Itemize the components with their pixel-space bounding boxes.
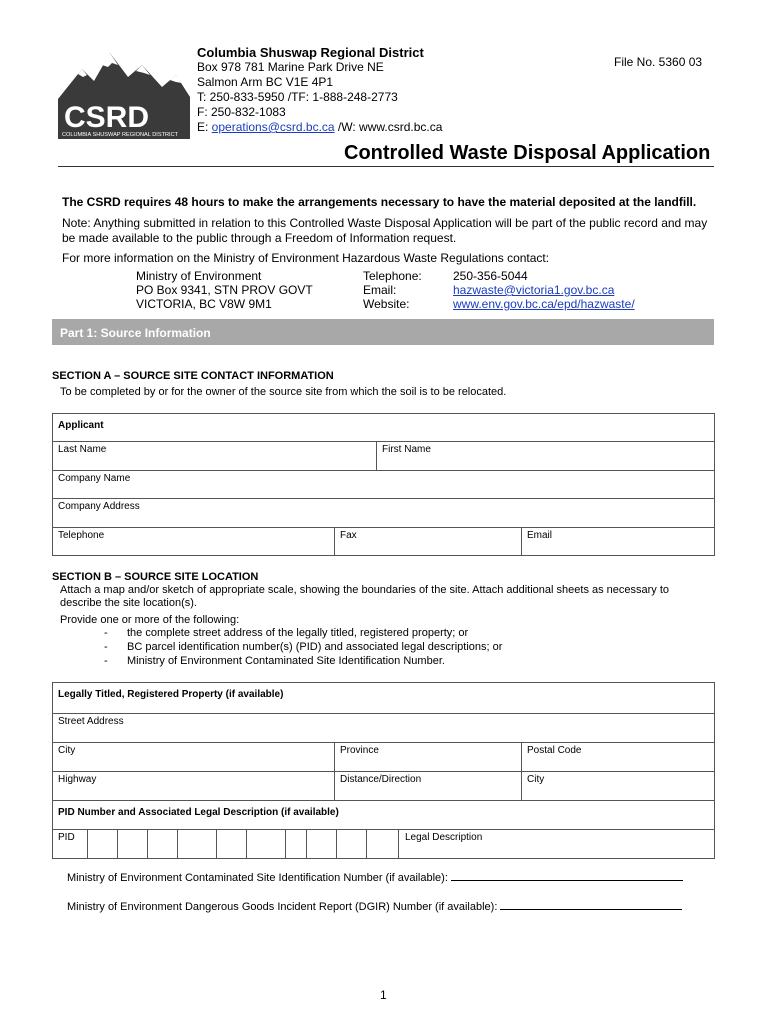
header-info [197,45,442,135]
company-name-label: Company Name [58,473,131,484]
section-b-desc: Attach a map and/or sketch of appropriate scale, showing the boundaries of the site. Attach additional sheets as necessary to describe the site location(s). [60,584,670,609]
postal-code-label: Postal Code [527,745,582,756]
company-name-field[interactable] [53,471,715,499]
ministry-contact-labels [363,269,422,311]
bullet-item: BC parcel identification number(s) (PID) and associated legal descriptions; or [127,641,503,653]
ministry-box: PO Box 9341, STN PROV GOVT [136,283,313,297]
pid-digit-divider [177,830,178,858]
pid-digit-divider [285,830,286,858]
ministry-city: VICTORIA, BC V8W 9M1 [136,297,272,311]
document-title: Controlled Waste Disposal Application [344,142,711,164]
city2-label: City [527,774,545,785]
street-address-field[interactable] [53,714,715,743]
pid-field[interactable] [53,830,399,859]
pid-digit-divider [336,830,337,858]
address-line-2: Salmon Arm BC V1E 4P1 [197,75,334,89]
web-suffix: /W: www.csrd.bc.ca [334,120,443,134]
postal-code-field[interactable] [522,743,715,772]
distance-direction-field[interactable] [335,772,522,801]
section-a-title: SECTION A – SOURCE SITE CONTACT INFORMATION [52,370,334,382]
city-field[interactable] [53,743,335,772]
first-name-label: First Name [382,444,431,455]
dgir-line [67,899,682,913]
first-name-field[interactable] [377,442,715,471]
applicant-heading: Applicant [53,414,715,442]
contaminated-site-line [67,870,683,884]
email-field-label: Email [527,530,553,541]
email-prefix: E: [197,120,212,134]
part1-label: Part 1: Source Information [60,326,211,340]
pid-digit-divider [147,830,148,858]
csrd-logo [58,47,190,139]
province-label: Province [340,745,379,756]
section-a-desc: To be completed by or for the owner of the source site from which the soil is to be relocated. [60,386,507,398]
legal-description-field[interactable] [399,830,715,859]
bullet-item: Ministry of Environment Contaminated Site Identification Number. [127,655,445,667]
bullet-mark: - [104,641,108,653]
file-number: File No. 5360 03 [614,55,703,69]
pid-digit-divider [87,830,88,858]
fax-field[interactable] [335,528,522,556]
telephone-field-label: Telephone [58,530,105,541]
hazwaste-email-link[interactable]: hazwaste@victoria1.gov.bc.ca [453,283,615,297]
dgir-input[interactable] [500,899,682,910]
website-label: Website: [363,297,410,311]
last-name-label: Last Name [58,444,107,455]
note-text: Note: Anything submitted in relation to this Controlled Waste Disposal Application will be part of the public record and may be made available to the public through a Freedom of Information request. [62,216,708,245]
email-label: Email: [363,283,397,297]
page-number: 1 [380,988,387,1002]
city2-field[interactable] [522,772,715,801]
pid-digit-divider [306,830,307,858]
email-web-line [197,120,442,135]
legal-description-label: Legal Description [405,832,483,843]
pid-digit-divider [216,830,217,858]
contaminated-site-label: Ministry of Environment Contaminated Site Identification Number (if available): [67,872,448,884]
property-heading: Legally Titled, Registered Property (if available) [53,683,715,714]
company-address-field[interactable] [53,499,715,528]
phone-line: T: 250-833-5950 /TF: 1-888-248-2773 [197,90,398,104]
fax-label: Fax [340,530,357,541]
fax-line: F: 250-832-1083 [197,105,286,119]
section-b-title: SECTION B – SOURCE SITE LOCATION [52,571,259,583]
ministry-name: Ministry of Environment [136,269,262,283]
title-divider [58,166,714,167]
company-address-label: Company Address [58,501,140,512]
more-info-text: For more information on the Ministry of Environment Hazardous Waste Regulations contact: [62,251,550,265]
csrd-email-link[interactable]: operations@csrd.bc.ca [211,120,335,134]
pid-digit-divider [117,830,118,858]
telephone-field[interactable] [53,528,335,556]
ministry-contact-values [453,269,635,311]
pid-digit-divider [246,830,247,858]
telephone-label: Telephone: [363,269,422,283]
bullet-mark: - [104,627,108,639]
city-label: City [58,745,76,756]
svg-text:COLUMBIA SHUSWAP REGIONAL DIST: COLUMBIA SHUSWAP REGIONAL DISTRICT [62,132,179,138]
pid-heading: PID Number and Associated Legal Description (if available) [53,801,715,830]
property-table [52,682,715,859]
requirement-text: The CSRD requires 48 hours to make the arrangements necessary to have the material deposited at the landfill. [62,195,697,209]
org-name: Columbia Shuswap Regional District [197,45,424,60]
provide-text: Provide one or more of the following: [60,614,240,626]
svg-text:CSRD: CSRD [64,101,150,134]
applicant-table [52,413,715,556]
highway-label: Highway [58,774,97,785]
pid-digit-divider [366,830,367,858]
hazwaste-website-link[interactable]: www.env.gov.bc.ca/epd/hazwaste/ [453,297,635,311]
ministry-address [136,269,313,311]
bullet-item: the complete street address of the legally titled, registered property; or [127,627,469,639]
email-field[interactable] [522,528,715,556]
distance-direction-label: Distance/Direction [340,774,422,785]
province-field[interactable] [335,743,522,772]
street-address-label: Street Address [58,716,124,727]
pid-label: PID [58,832,75,843]
telephone-value: 250-356-5044 [453,269,528,283]
contaminated-site-input[interactable] [451,870,683,881]
mountain-logo-icon [58,47,190,139]
highway-field[interactable] [53,772,335,801]
address-line-1: Box 978 781 Marine Park Drive NE [197,60,384,74]
dgir-label: Ministry of Environment Dangerous Goods Incident Report (DGIR) Number (if available): [67,901,498,913]
bullet-mark: - [104,655,108,667]
last-name-field[interactable] [53,442,377,471]
